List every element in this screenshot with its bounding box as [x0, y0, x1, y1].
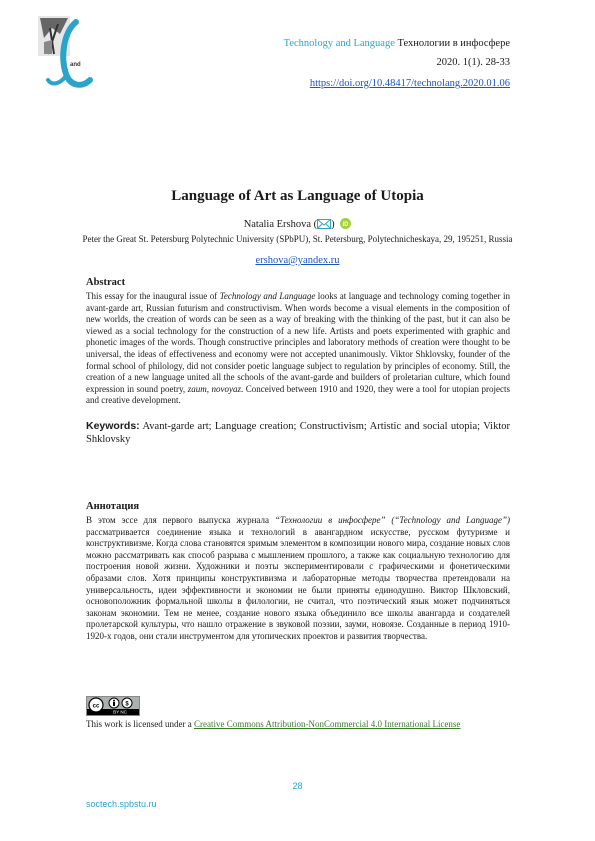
keywords-label: Keywords:	[86, 420, 140, 432]
license-line	[86, 719, 460, 729]
cc-badge-text: BY NC	[113, 709, 127, 715]
author-affiliation: Peter the Great St. Petersburg Polytechnic University (SPbPU), St. Petersburg, Polytechnicheskaya, 29, 195251, Russia	[82, 234, 513, 244]
author-name: Natalia Ershova (	[243, 219, 318, 230]
page-number: 28	[292, 781, 303, 791]
author-paren-close: )	[331, 219, 335, 230]
svg-text:and: and	[70, 62, 81, 68]
issue-info: 2020. 1(1). 28-33	[436, 57, 510, 68]
author-line	[0, 218, 595, 230]
journal-site: soctech.spbstu.ru	[86, 799, 157, 809]
keywords-text: Avant-garde art; Language creation; Constructivism; Artistic and social utopia; Viktor Shklovsky	[86, 421, 510, 445]
journal-name-ru: Технологии в инфосфере	[397, 38, 510, 49]
svg-text:$: $	[125, 701, 129, 708]
author-email-link[interactable]: ershova@yandex.ru	[255, 255, 340, 266]
annotation-heading: Аннотация	[86, 501, 140, 512]
article-title: Language of Art as Language of Utopia	[171, 188, 424, 204]
annotation-text: В этом эссе для первого выпуска журнала “Технологии в инфосфере” (“Technology and Language”) рассматривается соединение языка и технологий в авангардном искусстве, русском футуризме и конструктивизме. Когда слова становятся зримым элементом в композиции нового мира, создание новых слов можно рассматривать как способ разрыва с мышлением прошлого, а также как социальную технологию для построения новой жизни. Художники и поэты экспериментировали с графическими и фонетическими образами слов. Хотя принципы конструктивизма и лабораторные методы творчества претендовали на универсальность, идеи эффективности и экономии не были приняты единодушно. Виктор Шкловский, основоположник формальной школы в филологии, не считал, что поэтический язык может подчиняться законам экономии. Тем не менее, создание нового языка объединило все школы авангарда и создателей пролетарской культуры, что нашло отражение в звуковой поэзии, зауми, новоязе. Созданные в период 1910-1920-х годов, они стали инструментом для утопических проектов и развития творчества.	[86, 515, 510, 641]
orcid-icon[interactable]	[340, 218, 351, 229]
journal-logo	[30, 14, 102, 94]
cc-by-nc-badge[interactable]	[86, 696, 140, 716]
keywords	[86, 420, 510, 446]
abstract-heading: Abstract	[86, 277, 126, 288]
license-prefix: This work is licensed under a	[86, 719, 194, 729]
svg-text:iD: iD	[342, 222, 349, 228]
doi-link[interactable]: https://doi.org/10.48417/technolang.2020.01.06	[309, 78, 510, 89]
mail-icon[interactable]	[317, 219, 331, 229]
journal-name	[284, 36, 510, 51]
svg-text:cc: cc	[92, 703, 100, 710]
abstract-text: This essay for the inaugural issue of Technology and Language looks at language and technology coming together in avant-garde art, Russian futurism and constructivism. When words become a visual elements in the composition of new worlds, the creation of words can be seen as a way of breaking with the thinking of the past, but it can also be viewed as a social technology for the construction of a new life. Artists and poets experimented with graphic and phonetic images of the words. Though constructive principles and laboratory methods of creation were thought to be universal, the ideas of effectiveness and economy were not accepted unanimously. Viktor Shklovsky, founder of the formal school of philology, did not consider poetic language subject to regulation by principles of economy. Still, the creation of a new language united all the schools of the avant-garde and builders of proletarian culture, which found expression in sound poetry, zaum, novoyaz. Conceived between 1910 and 1920, they were a tool for utopian projects and creative development.	[86, 291, 511, 406]
journal-name-en: Technology and Language	[283, 38, 395, 49]
license-link[interactable]: Creative Commons Attribution-NonCommercial 4.0 International License	[193, 719, 461, 729]
